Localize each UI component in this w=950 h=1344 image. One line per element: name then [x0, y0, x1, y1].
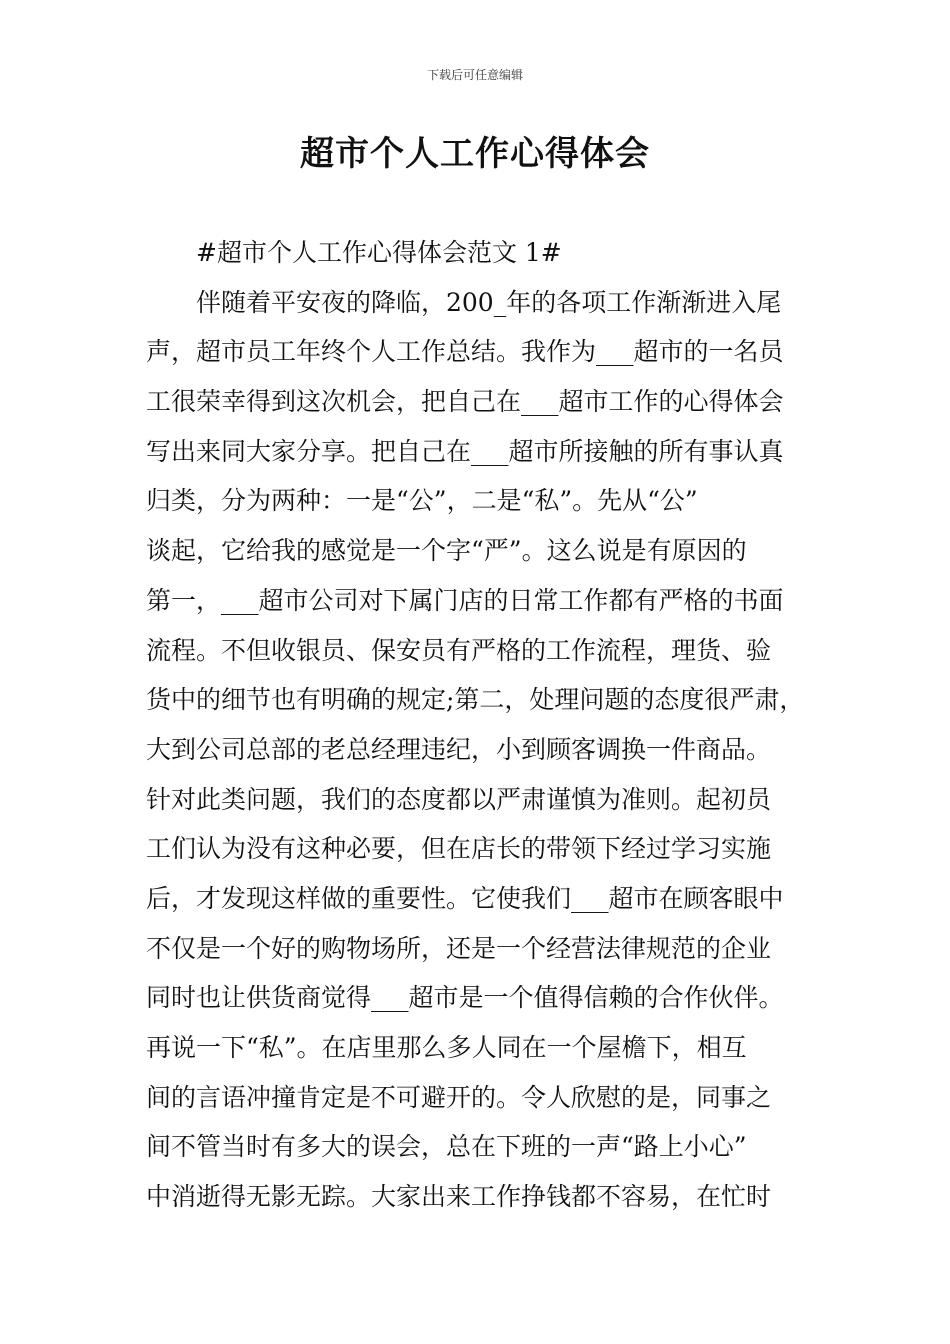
paragraph-line: 大到公司总部的老总经理违纪，小到顾客调换一件商品。 [146, 734, 772, 764]
paragraph-line: 谈起，它给我的感觉是一个字“严”。这么说是有原因的 [146, 536, 747, 566]
page-header-note: 下载后可任意编辑 [426, 68, 523, 82]
paragraph-line: 归类，分为两种：一是“公”，二是“私”。先从“公” [146, 486, 698, 516]
paragraph-line: 声，超市员工年终个人工作总结。我作为___超市的一名员 [146, 337, 784, 367]
paragraph-line: 再说一下“私”。在店里那么多人同在一个屋檐下，相互 [146, 1033, 747, 1062]
paragraph-line: 流程。不但收银员、保安员有严格的工作流程，理货、验 [146, 635, 772, 665]
paragraph-line: 针对此类问题，我们的态度都以严肃谨慎为准则。起初员 [146, 784, 772, 814]
paragraph-line: 后，才发现这样做的重要性。它使我们___超市在顾客眼中 [146, 883, 784, 913]
paragraph-line: 不仅是一个好的购物场所，还是一个经营法律规范的企业 [146, 933, 772, 963]
paragraph-line: 工很荣幸得到这次机会，把自己在___超市工作的心得体会 [146, 387, 784, 417]
paragraph-line: 伴随着平安夜的降临，200_年的各项工作渐渐进入尾 [196, 287, 782, 317]
paragraph-line: 货中的细节也有明确的规定;第二，处理问题的态度很严肃， [146, 685, 805, 715]
paragraph-line: 同时也让供货商觉得___超市是一个值得信赖的合作伙伴。 [146, 983, 784, 1013]
paragraph-line: 间不管当时有多大的误会，总在下班的一声“路上小心” [146, 1132, 747, 1162]
paragraph-line: 第一，___超市公司对下属门店的日常工作都有严格的书面 [146, 585, 784, 615]
paragraph-line: 间的言语冲撞肯定是不可避开的。令人欣慰的是，同事之 [146, 1082, 772, 1112]
paragraph-line: 写出来同大家分享。把自己在___超市所接触的所有事认真 [146, 436, 784, 466]
paragraph-line: 中消逝得无影无踪。大家出来工作挣钱都不容易，在忙时 [146, 1182, 772, 1212]
document-title: 超市个人工作心得体会 [300, 134, 650, 174]
section-heading: #超市个人工作心得体会范文 1# [196, 238, 562, 267]
document-body [146, 228, 836, 1222]
paragraph-line: 工们认为没有这种必要，但在店长的带领下经过学习实施 [146, 834, 772, 864]
